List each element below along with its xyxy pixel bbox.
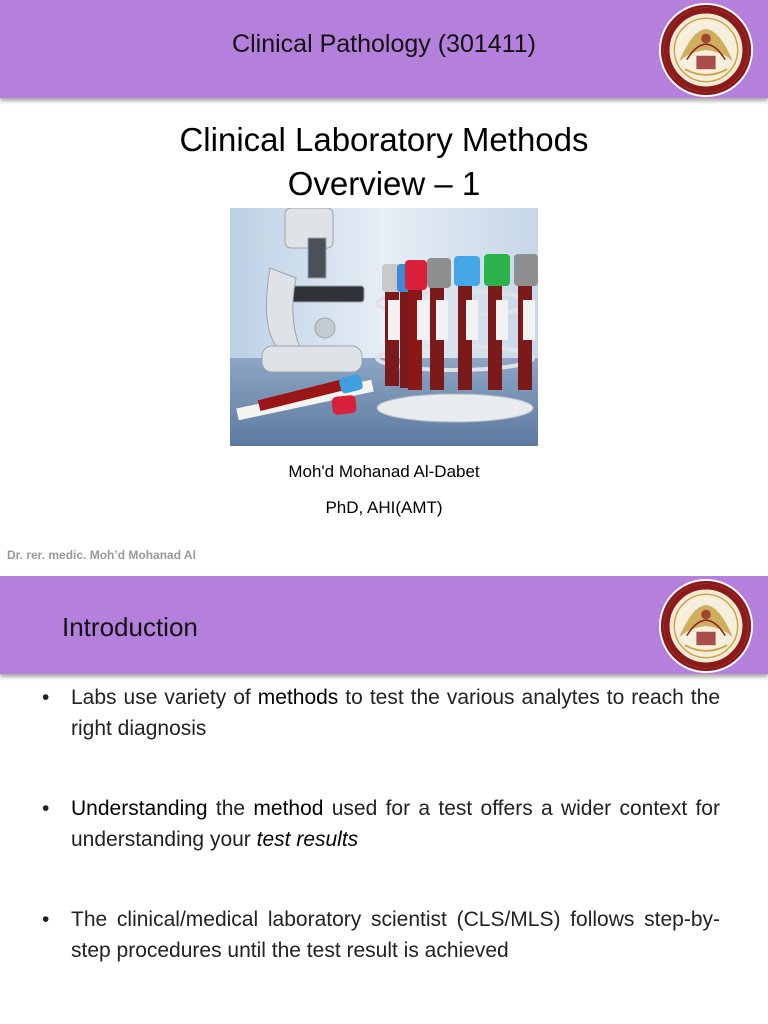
bullet-text: The clinical/medical laboratory scientist (CLS/MLS) follows step-by-step procedures until the test result is achieved [71,908,720,962]
bullet-item [40,793,720,855]
introduction-slide [0,576,768,1024]
bullet-text: Labs use variety of [71,686,258,709]
slide-title-line1: Clinical Laboratory Methods [179,121,589,158]
slide-title [0,118,768,206]
slide-title-line2: Overview – 1 [287,165,481,202]
section-heading: Introduction [62,612,198,642]
bullet-emphasis: method [253,797,324,820]
bullet-emphasis: Understanding [71,797,208,820]
bullet-text: the [207,797,254,820]
lab-photo [230,208,538,446]
course-title: Clinical Pathology (301411) [232,30,536,58]
bullet-item [40,682,720,744]
slide-footer: Dr. rer. medic. Moh’d Mohanad Al [7,548,196,562]
bullet-text: to test the various analytes to reach the right diagnosis [71,686,720,740]
author-name: Moh'd Mohanad Al-Dabet [288,462,480,481]
bullet-list [40,682,720,1015]
bullet-item [40,904,720,966]
university-seal-icon [658,578,754,674]
university-seal-icon [658,2,754,98]
author-credentials: PhD, AHI(AMT) [325,498,443,517]
bullet-text: used for a test offers a wider context for understanding your [71,797,720,851]
bullet-emphasis: methods [257,686,339,709]
bullet-italic: test results [256,828,359,851]
header-banner [0,0,768,98]
header-banner [0,576,768,674]
